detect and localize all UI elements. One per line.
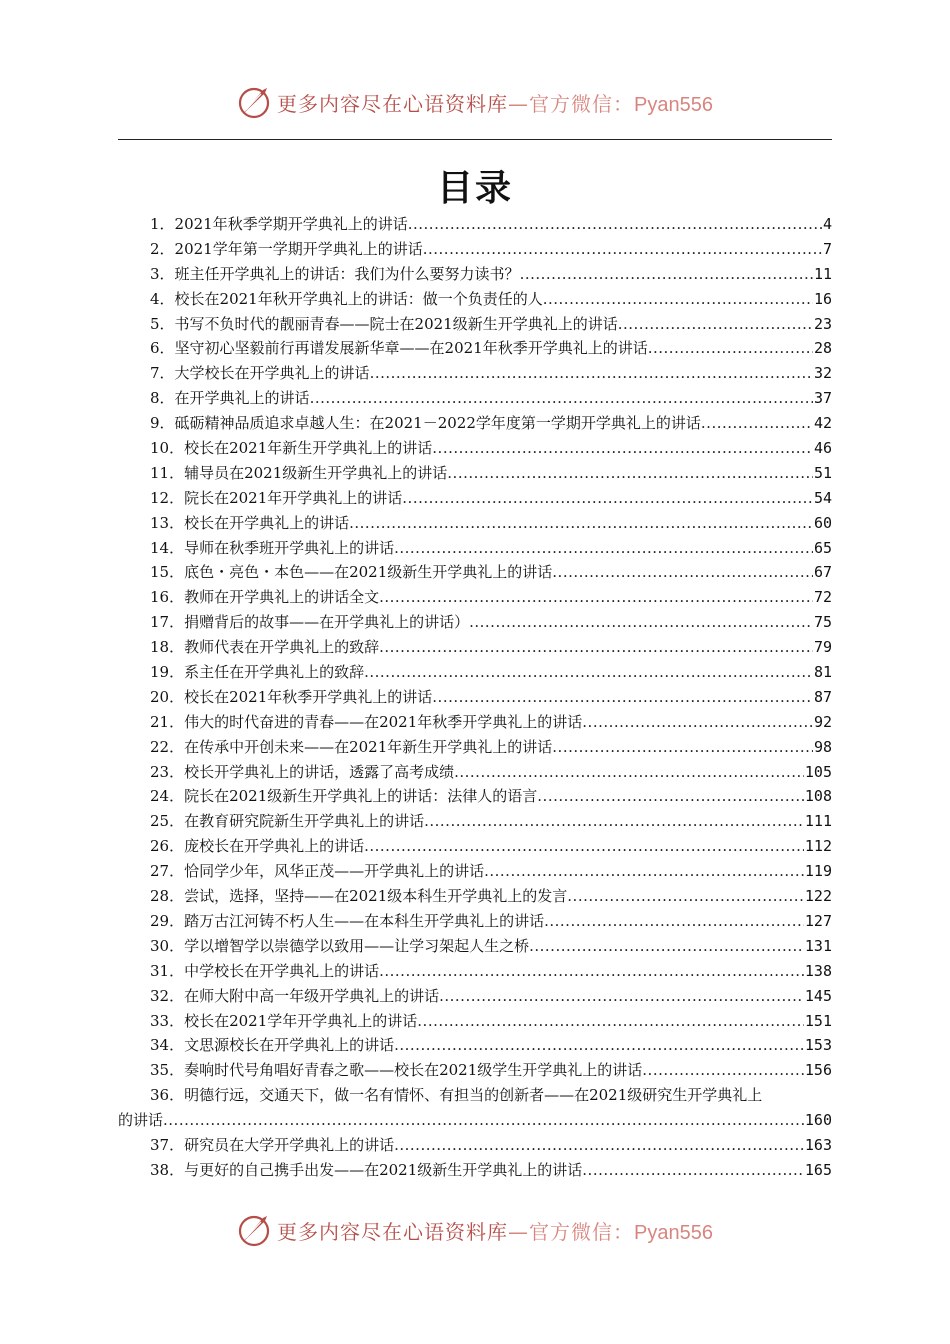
toc-entry[interactable] bbox=[118, 760, 832, 785]
toc-number: 13． bbox=[150, 513, 185, 532]
toc-page-number: 54 bbox=[813, 488, 832, 507]
toc-entry[interactable] bbox=[118, 287, 832, 312]
toc-number: 2． bbox=[150, 239, 175, 258]
toc-leader bbox=[394, 536, 813, 561]
toc-label bbox=[118, 411, 701, 436]
toc-title: 班主任开学典礼上的讲话：我们为什么要努力读书？ bbox=[174, 264, 520, 283]
toc-page-number: 28 bbox=[813, 339, 832, 358]
toc-label bbox=[118, 660, 364, 685]
toc-title: 教师在开学典礼上的讲话全文 bbox=[184, 588, 380, 607]
toc-title: 明德行远，交通天下，做一名有情怀、有担当的创新者——在2021级研究生开学典礼上 bbox=[184, 1086, 763, 1105]
toc-leader bbox=[701, 411, 813, 436]
toc-number: 26． bbox=[150, 837, 185, 856]
toc-entry[interactable] bbox=[118, 386, 832, 411]
toc-title: 校长在2021年秋开学典礼上的讲话：做一个负责任的人 bbox=[174, 289, 543, 308]
toc-title: 踏万古江河铸不朽人生——在本科生开学典礼上的讲话 bbox=[184, 911, 545, 930]
toc-page-number: 46 bbox=[813, 439, 832, 458]
toc-leader bbox=[618, 312, 813, 337]
toc-title: 校长在2021年秋季开学典礼上的讲话 bbox=[184, 687, 433, 706]
toc-label bbox=[118, 1009, 417, 1034]
toc-label bbox=[118, 560, 552, 585]
toc-entry[interactable] bbox=[118, 1158, 832, 1183]
toc-title: 院长在2021级新生开学典礼上的讲话：法律人的语言 bbox=[184, 787, 538, 806]
toc-entry[interactable] bbox=[118, 884, 832, 909]
toc-title: 大学校长在开学典礼上的讲话 bbox=[174, 364, 370, 383]
toc-number: 37． bbox=[150, 1135, 185, 1154]
toc-entry[interactable] bbox=[118, 934, 832, 959]
toc-label bbox=[118, 834, 364, 859]
toc-leader bbox=[424, 809, 804, 834]
toc-leader bbox=[582, 1158, 804, 1183]
toc-leader bbox=[379, 959, 804, 984]
toc-leader bbox=[544, 909, 804, 934]
toc-number: 38． bbox=[150, 1160, 185, 1179]
toc-title: 研究员在大学开学典礼上的讲话 bbox=[184, 1135, 395, 1154]
toc-label bbox=[118, 1033, 394, 1058]
toc-title: 2021学年第一学期开学典礼上的讲话 bbox=[174, 239, 423, 258]
toc-number: 10． bbox=[150, 439, 185, 458]
toc-leader bbox=[394, 1033, 804, 1058]
header-rule bbox=[118, 139, 832, 140]
toc-label bbox=[118, 436, 432, 461]
toc-entry[interactable] bbox=[118, 610, 832, 635]
toc-leader bbox=[439, 984, 804, 1009]
toc-entry[interactable] bbox=[118, 909, 832, 934]
toc-page-number: 75 bbox=[813, 613, 832, 632]
toc-title: 导师在秋季班开学典礼上的讲话 bbox=[184, 538, 395, 557]
toc-number: 7． bbox=[150, 364, 175, 383]
toc-title: 学以增智学以崇德学以致用——让学习架起人生之桥 bbox=[184, 936, 530, 955]
toc-leader bbox=[349, 511, 813, 536]
toc-label bbox=[118, 1058, 642, 1083]
toc-number: 28． bbox=[150, 887, 185, 906]
toc-label bbox=[118, 1158, 582, 1183]
toc-number: 27． bbox=[150, 862, 185, 881]
toc-entry[interactable] bbox=[118, 635, 832, 660]
toc-page-number: 165 bbox=[804, 1160, 832, 1179]
toc-page-number: 32 bbox=[813, 364, 832, 383]
toc-leader bbox=[163, 1108, 804, 1133]
toc-page-number: 156 bbox=[804, 1061, 832, 1080]
toc-page-number: 42 bbox=[813, 414, 832, 433]
toc-title-continued: 的讲话 bbox=[118, 1111, 164, 1130]
toc-leader bbox=[447, 461, 813, 486]
toc-title: 与更好的自己携手出发——在2021级新生开学典礼上的讲话 bbox=[184, 1160, 583, 1179]
toc-label bbox=[118, 486, 402, 511]
toc-page-number: 87 bbox=[813, 687, 832, 706]
toc-page-number: 119 bbox=[804, 862, 832, 881]
toc-entry[interactable] bbox=[118, 486, 832, 511]
toc-page-number: 151 bbox=[804, 1011, 832, 1030]
toc-title: 尝试，选择，坚持——在2021级本科生开学典礼上的发言 bbox=[184, 887, 568, 906]
toc-number: 5． bbox=[150, 314, 175, 333]
toc-leader bbox=[432, 685, 813, 710]
toc-number: 35． bbox=[150, 1061, 185, 1080]
toc-page-number: 122 bbox=[804, 887, 832, 906]
toc-number: 21． bbox=[150, 712, 185, 731]
toc-leader bbox=[364, 834, 804, 859]
toc-title: 2021年秋季学期开学典礼上的讲话 bbox=[174, 215, 408, 233]
toc-page-number: 138 bbox=[804, 961, 832, 980]
toc-entry[interactable] bbox=[118, 411, 832, 436]
toc-number: 25． bbox=[150, 812, 185, 831]
toc-number: 4． bbox=[150, 289, 175, 308]
toc-page-number: 105 bbox=[804, 762, 832, 781]
toc-page-number: 37 bbox=[813, 389, 832, 408]
toc-leader bbox=[582, 710, 813, 735]
toc-leader bbox=[642, 1058, 804, 1083]
toc-leader bbox=[567, 884, 804, 909]
toc-entry[interactable] bbox=[118, 834, 832, 859]
toc-title: 砥砺精神品质追求卓越人生：在2021－2022学年度第一学期开学典礼上的讲话 bbox=[174, 414, 701, 433]
toc-title: 底色・亮色・本色——在2021级新生开学典礼上的讲话 bbox=[184, 563, 553, 582]
toc-number: 15． bbox=[150, 563, 185, 582]
toc-leader bbox=[423, 237, 822, 262]
toc-leader bbox=[379, 585, 813, 610]
toc-number: 29． bbox=[150, 911, 185, 930]
toc-title: 庞校长在开学典礼上的讲话 bbox=[184, 837, 365, 856]
toc-label bbox=[118, 336, 648, 361]
header-banner bbox=[0, 82, 950, 122]
toc-page-number: 81 bbox=[813, 663, 832, 682]
toc-page-number: 60 bbox=[813, 513, 832, 532]
toc-title: 坚守初心坚毅前行再谱发展新华章——在2021年秋季开学典礼上的讲话 bbox=[174, 339, 648, 358]
toc-number: 16． bbox=[150, 588, 185, 607]
toc-page-number: 11 bbox=[813, 264, 832, 283]
toc-number: 12． bbox=[150, 488, 185, 507]
toc-entry[interactable] bbox=[118, 560, 832, 585]
toc-leader bbox=[648, 336, 813, 361]
toc-number: 20． bbox=[150, 687, 185, 706]
toc-label bbox=[118, 312, 618, 337]
toc-entry[interactable] bbox=[118, 212, 832, 237]
toc-page-number: 160 bbox=[804, 1111, 832, 1130]
toc-label bbox=[118, 386, 310, 411]
toc-label bbox=[118, 859, 484, 884]
toc-entry[interactable] bbox=[118, 1133, 832, 1158]
toc-entry[interactable] bbox=[118, 511, 832, 536]
toc-leader bbox=[310, 386, 813, 411]
toc-number: 34． bbox=[150, 1036, 185, 1055]
toc-entry[interactable] bbox=[118, 536, 832, 561]
toc-entry[interactable] bbox=[118, 1009, 832, 1034]
toc-entry[interactable] bbox=[118, 735, 832, 760]
toc-entry[interactable] bbox=[118, 959, 832, 984]
toc-label bbox=[118, 884, 567, 909]
toc-entry[interactable] bbox=[118, 262, 832, 287]
toc-title: 在传承中开创未来——在2021年新生开学典礼上的讲话 bbox=[184, 737, 553, 756]
toc-number: 18． bbox=[150, 638, 185, 657]
toc-leader bbox=[552, 560, 813, 585]
toc-leader bbox=[408, 212, 822, 237]
toc-entry[interactable] bbox=[118, 685, 832, 710]
toc-page-number: 7 bbox=[822, 239, 832, 258]
toc-number: 17． bbox=[150, 613, 185, 632]
toc-label bbox=[118, 809, 424, 834]
toc-leader bbox=[379, 635, 813, 660]
toc-entry[interactable] bbox=[118, 336, 832, 361]
toc-label bbox=[118, 959, 379, 984]
toc-label bbox=[118, 361, 370, 386]
table-of-contents bbox=[118, 212, 832, 1183]
toc-entry[interactable] bbox=[118, 984, 832, 1009]
toc-label bbox=[118, 262, 520, 287]
toc-label bbox=[118, 212, 408, 237]
toc-entry[interactable] bbox=[118, 237, 832, 262]
toc-leader bbox=[454, 760, 804, 785]
toc-label bbox=[118, 784, 537, 809]
toc-number: 6． bbox=[150, 339, 175, 358]
toc-label bbox=[118, 511, 349, 536]
toc-title: 教师代表在开学典礼上的致辞 bbox=[184, 638, 380, 657]
toc-page-number: 72 bbox=[813, 588, 832, 607]
toc-label bbox=[118, 760, 454, 785]
toc-page-number: 51 bbox=[813, 463, 832, 482]
toc-number: 8． bbox=[150, 389, 175, 408]
toc-label bbox=[118, 287, 543, 312]
toc-entry[interactable] bbox=[118, 585, 832, 610]
toc-title: 恰同学少年，风华正茂——开学典礼上的讲话 bbox=[184, 862, 485, 881]
toc-page-number: 4 bbox=[822, 215, 832, 233]
toc-leader bbox=[543, 287, 813, 312]
toc-title: 系主任在开学典礼上的致辞 bbox=[184, 663, 365, 682]
toc-label bbox=[118, 610, 469, 635]
toc-title: 在师大附中高一年级开学典礼上的讲话 bbox=[184, 986, 440, 1005]
page-title: 目录 bbox=[436, 167, 513, 209]
toc-entry[interactable] bbox=[118, 312, 832, 337]
toc-number: 33． bbox=[150, 1011, 185, 1030]
toc-title: 书写不负时代的靓丽青春——院士在2021级新生开学典礼上的讲话 bbox=[174, 314, 618, 333]
toc-page-number: 145 bbox=[804, 986, 832, 1005]
banner-text: 更多内容尽在心语资料库—官方微信：Pyan556 bbox=[277, 1219, 713, 1244]
toc-title: 校长在2021学年开学典礼上的讲话 bbox=[184, 1011, 418, 1030]
toc-page-number: 23 bbox=[813, 314, 832, 333]
toc-page-number: 92 bbox=[813, 712, 832, 731]
toc-number: 32． bbox=[150, 986, 185, 1005]
toc-title: 校长在开学典礼上的讲话 bbox=[184, 513, 350, 532]
toc-label bbox=[118, 685, 432, 710]
toc-page-number: 163 bbox=[804, 1135, 832, 1154]
toc-label bbox=[118, 1133, 394, 1158]
toc-title: 在教育研究院新生开学典礼上的讲话 bbox=[184, 812, 425, 831]
toc-page-number: 98 bbox=[813, 737, 832, 756]
toc-leader bbox=[364, 660, 813, 685]
toc-entry[interactable] bbox=[118, 784, 832, 809]
toc-number: 11． bbox=[150, 463, 185, 482]
toc-entry[interactable] bbox=[118, 1033, 832, 1058]
toc-leader bbox=[552, 735, 813, 760]
toc-title: 校长在2021年新生开学典礼上的讲话 bbox=[184, 439, 433, 458]
toc-page-number: 65 bbox=[813, 538, 832, 557]
toc-page-number: 112 bbox=[804, 837, 832, 856]
toc-number: 19． bbox=[150, 663, 185, 682]
toc-leader bbox=[370, 361, 813, 386]
toc-number: 36． bbox=[150, 1086, 185, 1105]
toc-label bbox=[118, 934, 529, 959]
toc-number: 22． bbox=[150, 737, 185, 756]
toc-label bbox=[118, 735, 552, 760]
toc-entry[interactable] bbox=[118, 361, 832, 386]
toc-label bbox=[118, 984, 439, 1009]
toc-leader bbox=[394, 1133, 804, 1158]
toc-leader bbox=[529, 934, 804, 959]
toc-page-number: 67 bbox=[813, 563, 832, 582]
toc-entry[interactable] bbox=[118, 436, 832, 461]
toc-leader bbox=[520, 262, 813, 287]
toc-title: 伟大的时代奋进的青春——在2021年秋季开学典礼上的讲话 bbox=[184, 712, 583, 731]
toc-title: 校长开学典礼上的讲话，透露了高考成绩 bbox=[184, 762, 455, 781]
toc-label bbox=[118, 461, 447, 486]
quill-logo-icon bbox=[237, 1212, 273, 1248]
toc-leader bbox=[537, 784, 804, 809]
toc-label bbox=[118, 710, 582, 735]
toc-title: 捐赠背后的故事——在开学典礼上的讲话） bbox=[184, 613, 470, 632]
banner-text: 更多内容尽在心语资料库—官方微信：Pyan556 bbox=[277, 91, 713, 116]
toc-page-number: 79 bbox=[813, 638, 832, 657]
quill-logo-icon bbox=[237, 84, 273, 120]
toc-number: 9． bbox=[150, 414, 175, 433]
toc-page-number: 16 bbox=[813, 289, 832, 308]
toc-title: 辅导员在2021级新生开学典礼上的讲话 bbox=[184, 463, 448, 482]
toc-page-number: 111 bbox=[804, 812, 832, 831]
toc-entry[interactable] bbox=[118, 660, 832, 685]
toc-leader bbox=[469, 610, 813, 635]
toc-title: 文思源校长在开学典礼上的讲话 bbox=[184, 1036, 395, 1055]
toc-entry[interactable] bbox=[118, 710, 832, 735]
toc-number: 14． bbox=[150, 538, 185, 557]
toc-entry[interactable] bbox=[118, 461, 832, 486]
toc-entry[interactable] bbox=[118, 809, 832, 834]
toc-number: 31． bbox=[150, 961, 185, 980]
toc-page-number: 127 bbox=[804, 911, 832, 930]
toc-entry[interactable] bbox=[118, 859, 832, 884]
toc-number: 23． bbox=[150, 762, 185, 781]
toc-label bbox=[118, 536, 394, 561]
toc-entry[interactable] bbox=[118, 1083, 832, 1133]
toc-page-number: 153 bbox=[804, 1036, 832, 1055]
toc-page-number: 108 bbox=[804, 787, 832, 806]
toc-page-number: 131 bbox=[804, 936, 832, 955]
toc-leader bbox=[484, 859, 804, 884]
toc-label bbox=[118, 635, 379, 660]
toc-label bbox=[118, 909, 544, 934]
toc-title: 在开学典礼上的讲话 bbox=[174, 389, 310, 408]
toc-number: 1． bbox=[150, 215, 175, 233]
toc-title: 院长在2021年开学典礼上的讲话 bbox=[184, 488, 403, 507]
toc-title: 中学校长在开学典礼上的讲话 bbox=[184, 961, 380, 980]
toc-title: 奏响时代号角唱好青春之歌——校长在2021级学生开学典礼上的讲话 bbox=[184, 1061, 643, 1080]
toc-number: 30． bbox=[150, 936, 185, 955]
toc-number: 24． bbox=[150, 787, 185, 806]
toc-label bbox=[118, 585, 379, 610]
toc-leader bbox=[432, 436, 813, 461]
toc-leader bbox=[417, 1009, 804, 1034]
toc-leader bbox=[402, 486, 813, 511]
toc-number: 3． bbox=[150, 264, 175, 283]
toc-label bbox=[118, 237, 423, 262]
toc-entry[interactable] bbox=[118, 1058, 832, 1083]
footer-banner bbox=[0, 1210, 950, 1250]
